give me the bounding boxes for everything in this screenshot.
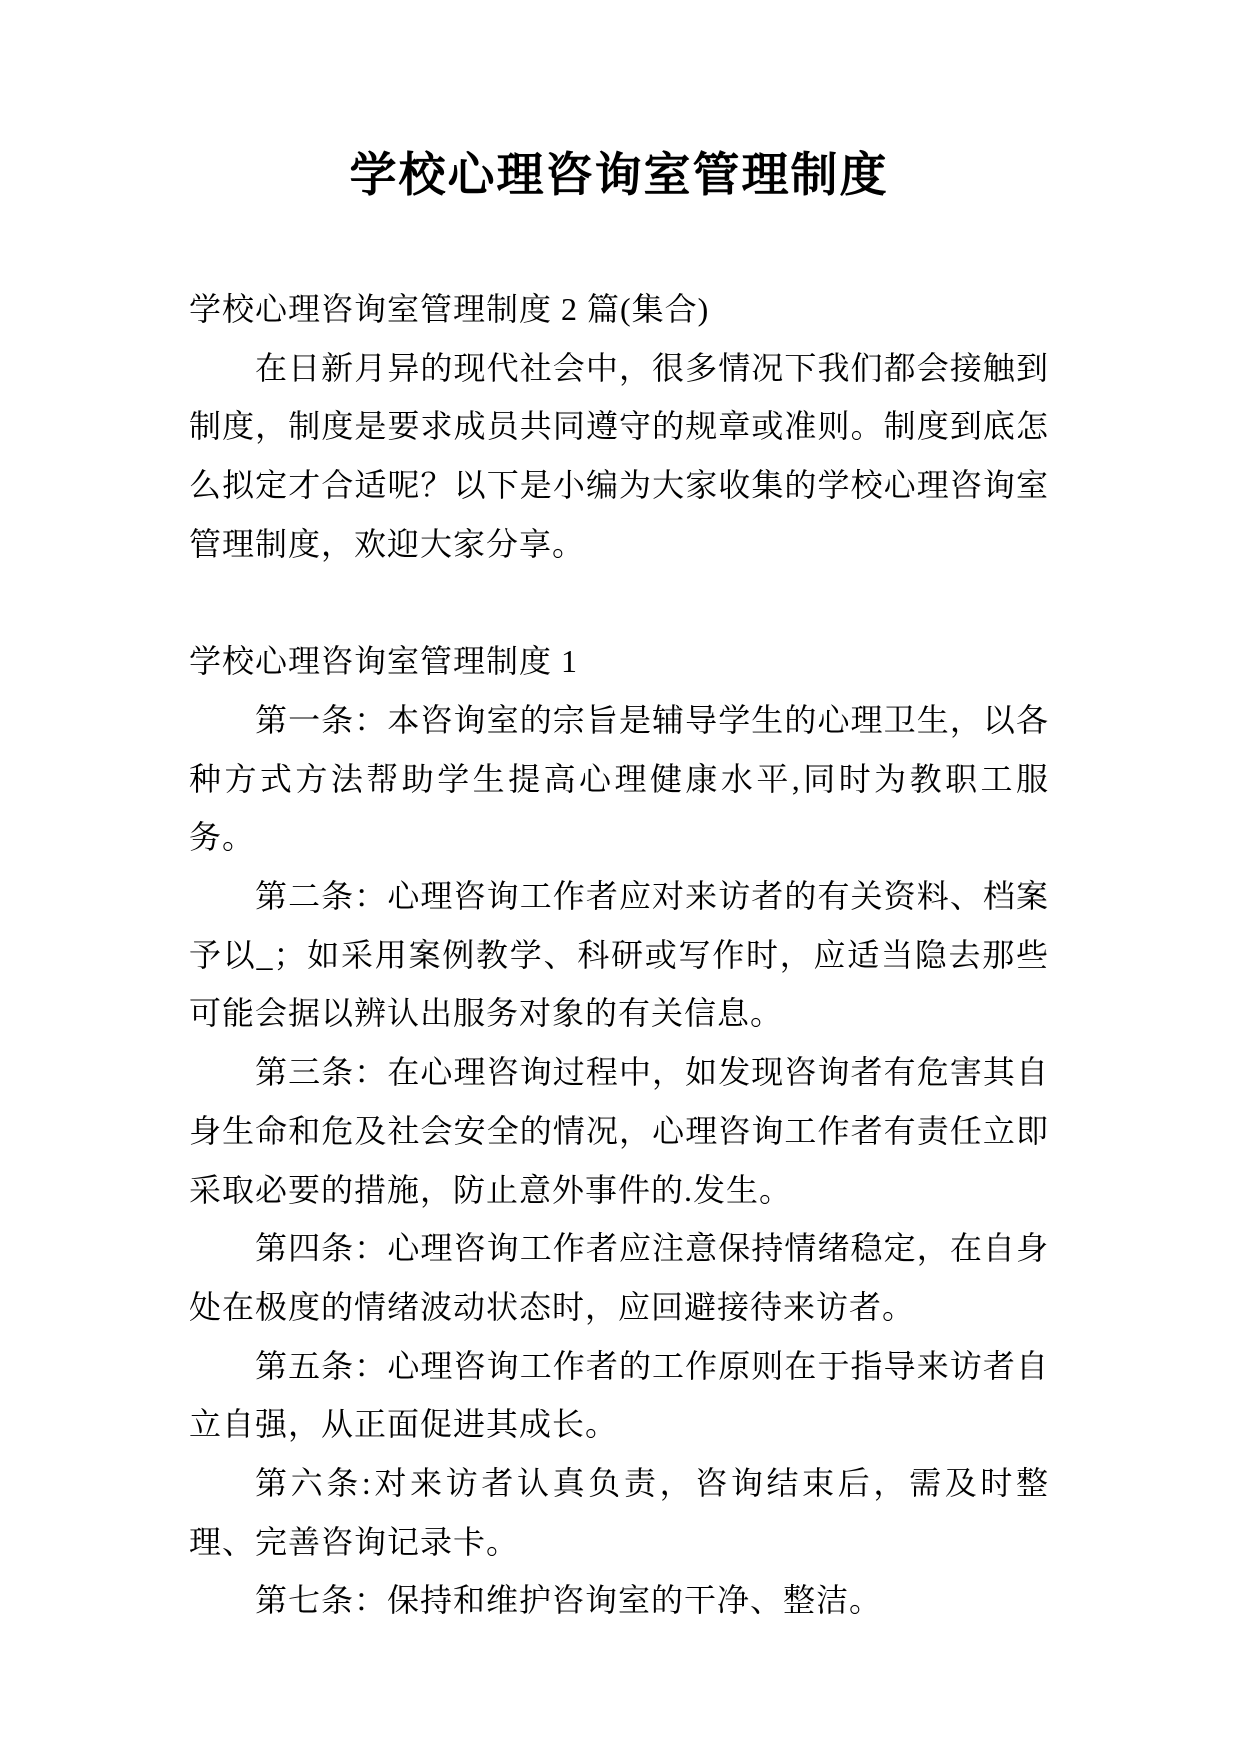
collection-subtitle: 学校心理咨询室管理制度 2 篇(集合) <box>189 291 710 327</box>
intro-paragraph: 在日新月异的现代社会中，很多情况下我们都会接触到制度，制度是要求成员共同遵守的规章或准则。制度到底怎么拟定才合适呢？以下是小编为大家收集的学校心理咨询室管理制度，欢迎大家分享。 <box>189 349 1049 562</box>
article-7: 第七条：保持和维护咨询室的干净、整洁。 <box>255 1582 883 1619</box>
page-title: 学校心理咨询室管理制度 <box>349 150 889 202</box>
article-4: 第四条：心理咨询工作者应注意保持情绪稳定，在自身处在极度的情绪波动状态时，应回避接待来访者。 <box>189 1230 1049 1325</box>
article-6: 第六条:对来访者认真负责，咨询结束后，需及时整理、完善咨询记录卡。 <box>189 1465 1049 1560</box>
document-body <box>189 280 1049 1630</box>
article-2: 第二条：心理咨询工作者应对来访者的有关资料、档案予以_；如采用案例教学、科研或写作时，应适当隐去那些可能会据以辨认出服务对象的有关信息。 <box>189 878 1049 1032</box>
article-1: 第一条：本咨询室的宗旨是辅导学生的心理卫生，以各种方式方法帮助学生提高心理健康水平,同时为教职工服务。 <box>189 701 1049 856</box>
article-5: 第五条：心理咨询工作者的工作原则在于指导来访者自立自强，从正面促进其成长。 <box>189 1347 1049 1443</box>
article-3: 第三条：在心理咨询过程中，如发现咨询者有危害其自身生命和危及社会安全的情况，心理咨询工作者有责任立即采取必要的措施，防止意外事件的.发生。 <box>189 1054 1049 1208</box>
section-heading-1: 学校心理咨询室管理制度 1 <box>189 643 579 680</box>
